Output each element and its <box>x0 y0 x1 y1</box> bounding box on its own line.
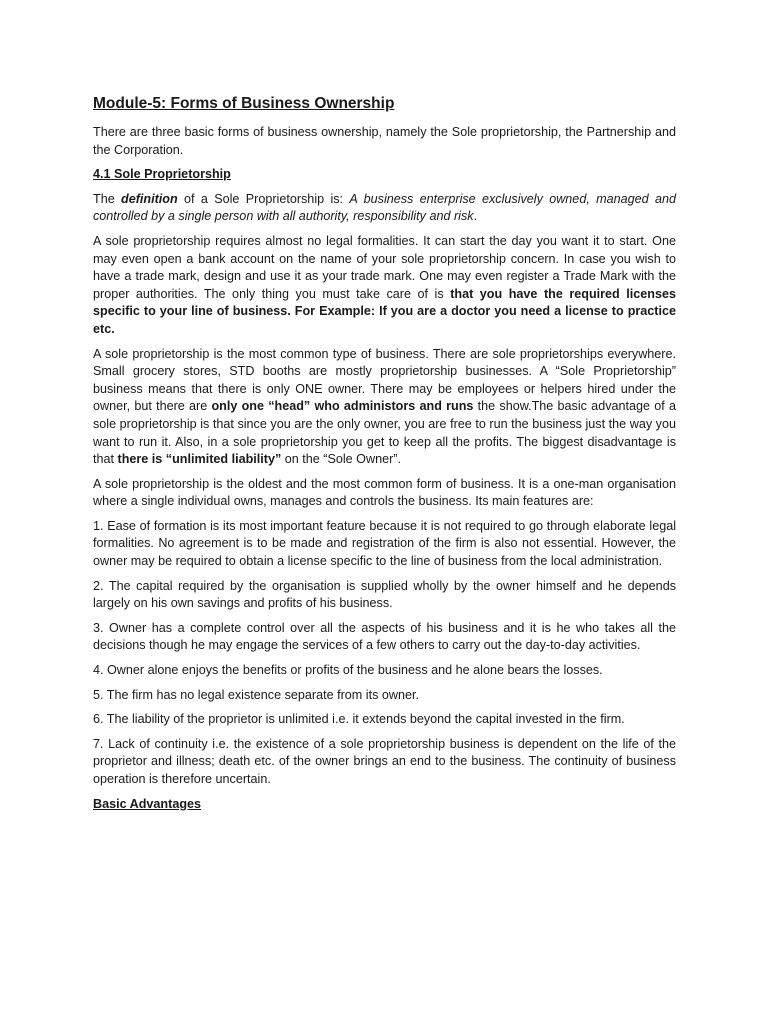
definition-prefix: The <box>93 191 122 206</box>
oldest-paragraph: A sole proprietorship is the oldest and the most common form of business. It is a one-man organisation where a single individual owns, manages and controls the business. Its main features are: <box>93 476 676 509</box>
feature-item: 4. Owner alone enjoys the benefits or profits of the business and he alone bears the losses. <box>93 663 603 678</box>
common-paragraph <box>93 346 676 469</box>
feature-item: 7. Lack of continuity i.e. the existence of a sole proprietorship business is dependent on the life of the proprietor and illness; death etc. of the owner brings an end to the business. The continuity of business operation is therefore uncertain. <box>93 736 676 786</box>
common-bold1: only one “head” who administors and runs <box>211 399 474 414</box>
advantages-heading: Basic Advantages <box>93 796 202 811</box>
common-part2: the show.The basic advantage of a sole proprietorship is that since you are the only owner, you are free to run the business just the way you want to run it. Also, in a sole proprietorship you get to keep all the profits. The biggest disadvantage is that <box>93 399 676 467</box>
common-bold2: there is “unlimited liability” <box>117 452 282 467</box>
common-part3: on the “Sole Owner”. <box>281 452 401 467</box>
section-heading: 4.1 Sole Proprietorship <box>93 167 231 182</box>
definition-middle: of a Sole Proprietorship is: <box>177 191 350 206</box>
definition-text: A business enterprise exclusively owned, managed and controlled by a single person with all authority, responsibility and risk <box>93 191 676 224</box>
page-title: Module-5: Forms of Business Ownership <box>93 95 395 112</box>
definition-end: . <box>473 209 478 224</box>
feature-item: 5. The firm has no legal existence separate from its owner. <box>93 687 419 702</box>
legal-bold: that you have the required licenses specific to your line of business. For Example: If you are a doctor you need a license to practice etc. <box>93 286 676 336</box>
definition-paragraph <box>93 191 676 226</box>
common-part1: A sole proprietorship is the most common type of business. There are sole proprietorships everywhere. Small grocery stores, STD booths are mostly proprietorship businesses. A “Sole Proprietorship” business means that there is only ONE owner. There may be employees or helpers hired under the owner, but there are <box>93 346 676 414</box>
legal-text: A sole proprietorship requires almost no legal formalities. It can start the day you want it to start. One may even open a bank account on the name of your sole proprietorship concern. In case you wish to have a trade mark, design and use it as your trade mark. One may even register a Trade Mark with the proper authorities. The only thing you must take care of is <box>93 233 676 301</box>
feature-item: 2. The capital required by the organisation is supplied wholly by the owner himself and he depends largely on his own savings and profits of his business. <box>93 578 676 611</box>
document-page <box>93 94 676 820</box>
legal-paragraph <box>93 233 676 339</box>
feature-item: 3. Owner has a complete control over all the aspects of his business and it is he who takes all the decisions though he may engage the services of a few others to carry out the day-to-day activities. <box>93 620 676 653</box>
feature-item: 1. Ease of formation is its most important feature because it is not required to go through elaborate legal formalities. No agreement is to be made and registration of the firm is also not essential. However, the owner may be required to obtain a license specific to the line of business from the local administration. <box>93 518 676 569</box>
feature-item: 6. The liability of the proprietor is unlimited i.e. it extends beyond the capital invested in the firm. <box>93 712 625 727</box>
definition-term: definition <box>121 191 178 206</box>
intro-paragraph: There are three basic forms of business ownership, namely the Sole proprietorship, the Partnership and the Corporation. <box>93 125 676 157</box>
